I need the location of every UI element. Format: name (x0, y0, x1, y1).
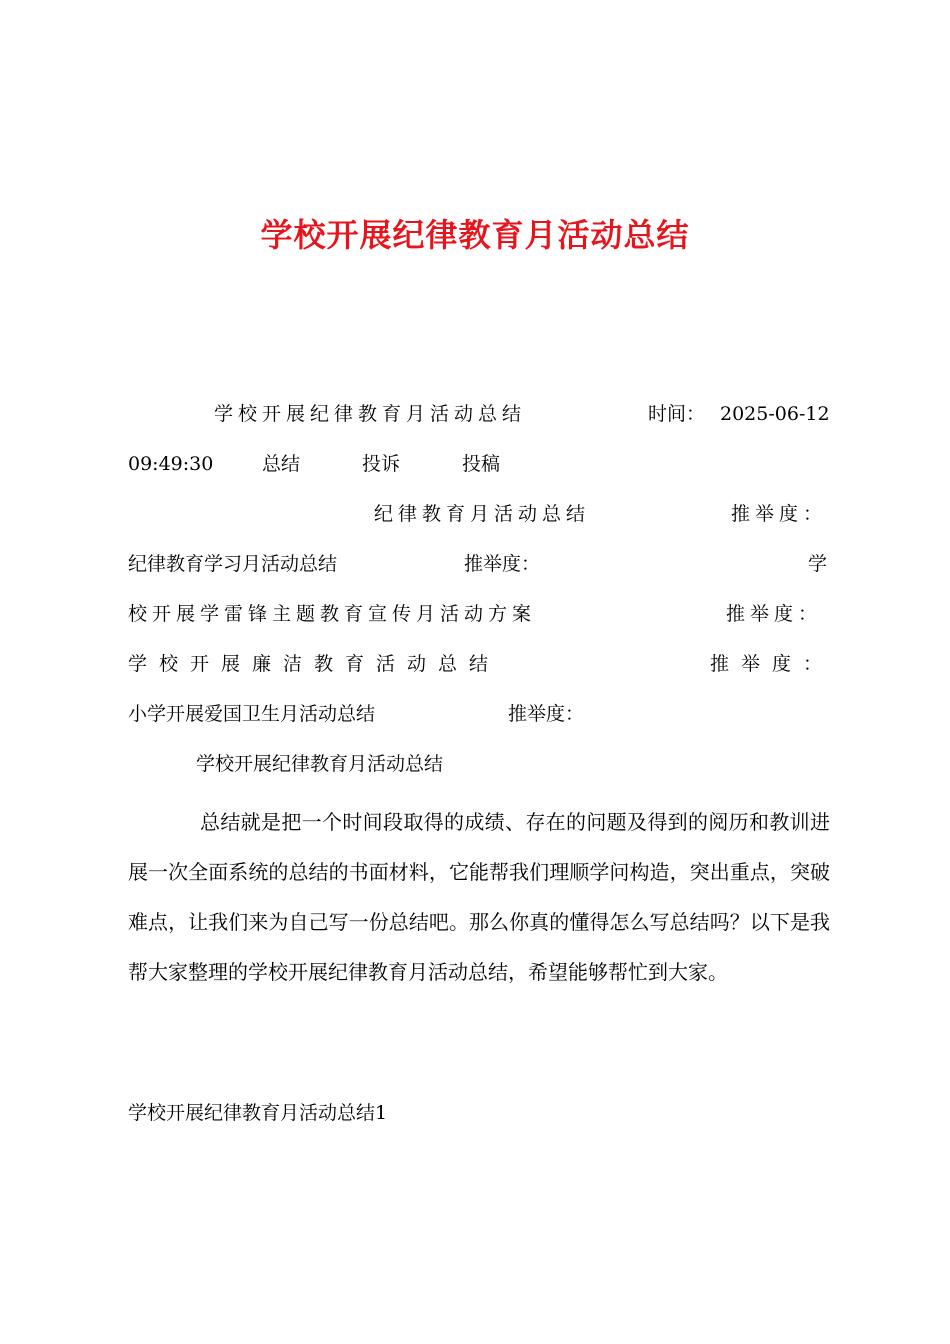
meta-time-label: 时间： (648, 403, 706, 425)
meta-heading: 学校开展纪律教育月活动总结 (214, 403, 527, 425)
document-title: 学校开展纪律教育月活动总结 (260, 216, 690, 254)
related-rating-label: 推举度： (710, 653, 835, 675)
related-rating-label: 推举度： (508, 703, 585, 725)
complaint-link[interactable]: 投诉 (362, 453, 401, 475)
section-title: 学校开展纪律教育月活动总结1 (128, 1102, 388, 1124)
related-title[interactable]: 纪律教育学习月活动总结 (128, 553, 338, 575)
meta-time-clock: 09:49:30 (128, 453, 214, 475)
related-title[interactable]: 小学开展爱国卫生月活动总结 (128, 703, 376, 725)
related-title-rest[interactable]: 校开展学雷锋主题教育宣传月活动方案 (128, 603, 537, 625)
related-title[interactable]: 纪律教育月活动总结 (374, 503, 591, 525)
related-rating-label: 推举度： (731, 503, 828, 525)
related-rating-label: 推举度： (464, 553, 541, 575)
meta-time-date: 2025-06-12 (720, 403, 830, 425)
subheading: 学校开展纪律教育月活动总结 (196, 753, 444, 775)
related-title[interactable]: 学校开展廉洁教育活动总结 (128, 653, 501, 675)
related-rating-label: 推举度： (726, 603, 823, 625)
intro-paragraph: 总结就是把一个时间段取得的成绩、存在的问题及得到的阅历和教训进展一次全面系统的总结的书面材料，它能帮我们理顺学问构造，突出重点，突破难点，让我们来为自己写一份总结吧。那么你真的懂得怎么写总结吗？以下是我帮大家整理的学校开展纪律教育月活动总结，希望能够帮忙到大家。 (128, 810, 830, 984)
related-title-start[interactable]: 学 (808, 553, 828, 575)
submit-link[interactable]: 投稿 (462, 453, 501, 475)
summary-link[interactable]: 总结 (262, 453, 301, 475)
